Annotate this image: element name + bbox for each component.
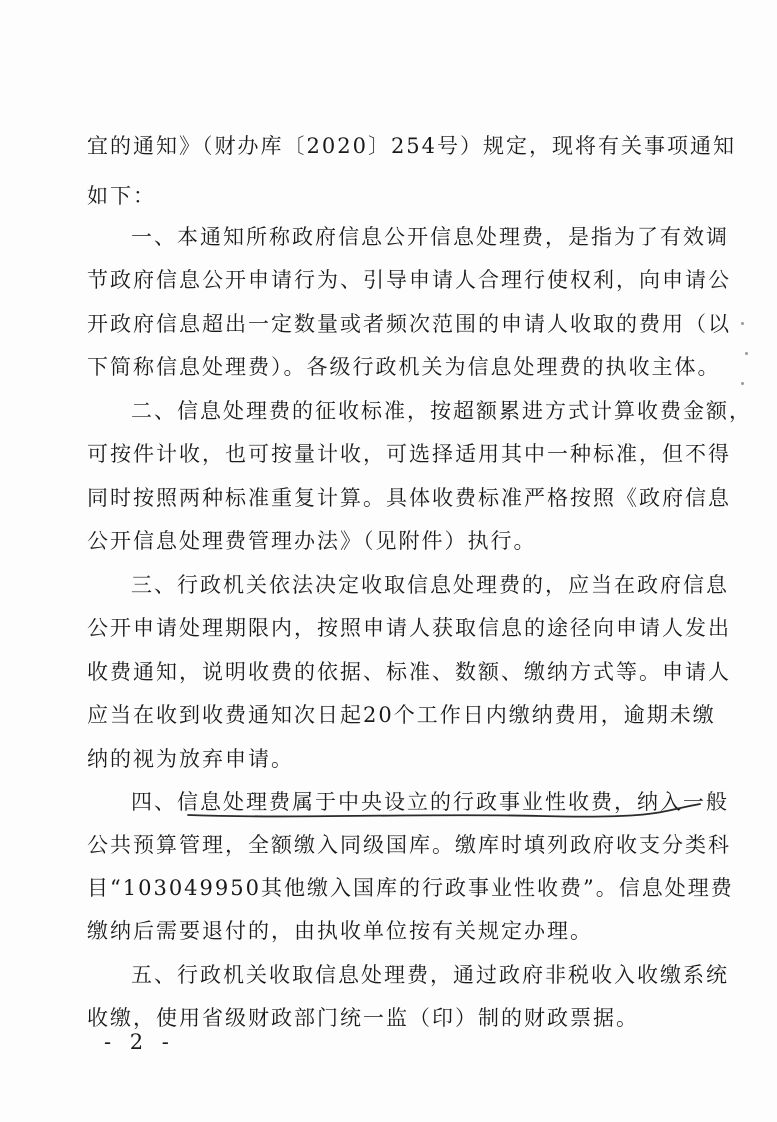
paragraph-3-line: 三、行政机关依法决定收取信息处理费的，应当在政府信息 [131, 573, 729, 597]
text-line: 同时按照两种标准重复计算。具体收费标准严格按照《政府信息 [87, 486, 731, 510]
paragraph-1-line: 一、本通知所称政府信息公开信息处理费，是指为了有效调 [131, 225, 729, 249]
paragraph-4-line: 四、信息处理费属于中央设立的行政事业性收费，纳入一般 [131, 790, 729, 814]
text-line: 宜的通知》（财办库〔2020〕254号）规定，现将有关事项通知 [87, 134, 737, 158]
page-number: - 2 - [104, 1030, 175, 1054]
text-line: 收费通知，说明收费的依据、标准、数额、缴纳方式等。申请人 [87, 660, 731, 684]
text-line: 公开信息处理费管理办法》（见附件）执行。 [87, 529, 537, 553]
text-line: 公开申请处理期限内，按照申请人获取信息的途径向申请人发出 [87, 616, 731, 640]
text-line: 应当在收到收费通知次日起20个工作日内缴纳费用，逾期未缴 [87, 703, 716, 727]
text-line: 开政府信息超出一定数量或者频次范围的申请人收取的费用（以 [87, 312, 731, 336]
text-line: 如下： [87, 184, 156, 208]
scan-speck [745, 352, 748, 355]
scan-speck [741, 322, 744, 325]
text-line: 下简称信息处理费）。各级行政机关为信息处理费的执收主体。 [87, 355, 721, 379]
text-line: 目“103049950其他缴入国库的行政事业性收费”。信息处理费 [87, 876, 734, 900]
paragraph-2-line: 二、信息处理费的征收标准，按超额累进方式计算收费金额， [131, 399, 752, 423]
text-line: 收缴，使用省级财政部门统一监（印）制的财政票据。 [87, 1006, 639, 1030]
paragraph-5-line: 五、行政机关收取信息处理费，通过政府非税收入收缴系统 [131, 963, 729, 987]
text-line: 可按件计收，也可按量计收，可选择适用其中一种标准，但不得 [87, 442, 731, 466]
scan-speck [741, 382, 744, 385]
text-line: 节政府信息公开申请行为、引导申请人合理行使权利，向申请公 [87, 268, 731, 292]
text-line: 纳的视为放弃申请。 [87, 747, 294, 771]
text-line: 缴纳后需要退付的，由执收单位按有关规定办理。 [87, 919, 593, 943]
text-line: 公共预算管理，全额缴入同级国库。缴库时填列政府收支分类科 [87, 833, 731, 857]
